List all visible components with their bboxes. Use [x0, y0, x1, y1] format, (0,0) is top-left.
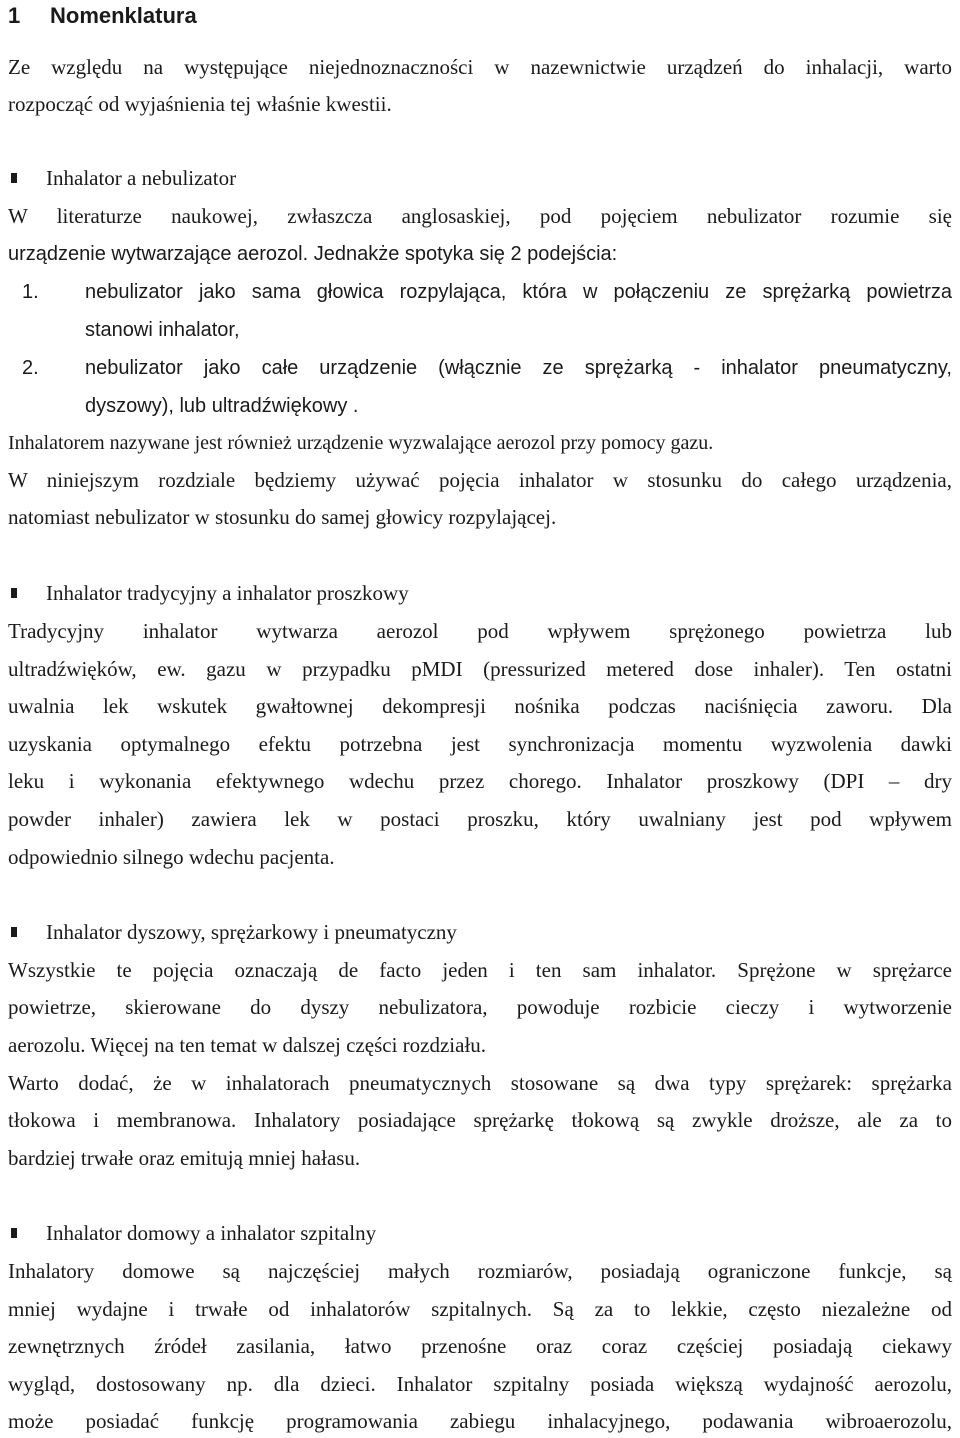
intro-line-2: rozpocząć od wyjaśnienia tej właśnie kwestii. — [8, 92, 392, 116]
paragraph-line: odpowiednio silnego wdechu pacjenta. — [8, 845, 335, 869]
paragraph-line: ultradźwięków, ew. gazu w przypadku pMDI (pressurized metered dose inhaler). Ten ostatni — [8, 657, 952, 681]
paragraph-line: natomiast nebulizator w stosunku do samej głowicy rozpylającej. — [8, 505, 557, 529]
bullet-heading-text: Inhalator domowy a inhalator szpitalny — [46, 1221, 377, 1245]
item-text-line: stanowi inhalator, — [85, 319, 240, 341]
paragraph-line: W niniejszym rozdziale będziemy używać pojęcia inhalator w stosunku do całego urządzenia, — [8, 468, 952, 492]
item-text-line: nebulizator jako całe urządzenie (włącznie ze sprężarką - inhalator pneumatyczny, — [85, 357, 952, 379]
paragraph-line: tłokowa i membranowa. Inhalatory posiadające sprężarkę tłokową są zwykle droższe, ale za to — [8, 1108, 952, 1132]
paragraph-line: powder inhaler) zawiera lek w postaci proszku, który uwalniany jest pod wpływem — [8, 807, 952, 831]
section-title: Nomenklatura — [50, 3, 197, 28]
paragraph-line: Tradycyjny inhalator wytwarza aerozol pod wpływem sprężonego powietrza lub — [8, 619, 952, 643]
bullet-heading-text: Inhalator a nebulizator — [46, 166, 237, 190]
intro-line-1: Ze względu na występujące niejednoznaczności w nazewnictwie urządzeń do inhalacji, warto — [8, 55, 952, 79]
square-bullet-icon — [11, 927, 17, 937]
paragraph-line: zewnętrznych źródeł zasilania, łatwo przenośne oraz coraz częściej posiadają ciekawy — [8, 1334, 952, 1358]
paragraph-line: powietrze, skierowane do dyszy nebulizatora, powoduje rozbicie cieczy i wytworzenie — [8, 995, 952, 1019]
paragraph-line: może posiadać funkcję programowania zabiegu inhalacyjnego, podawania wibroaerozolu, — [8, 1409, 952, 1433]
item-number: 2. — [22, 357, 39, 379]
paragraph-line: W literaturze naukowej, zwłaszcza anglosaskiej, pod pojęciem nebulizator rozumie się — [8, 204, 952, 228]
square-bullet-icon — [11, 173, 17, 183]
paragraph-line: uwalnia lek wskutek gwałtownej dekompresji nośnika podczas naciśnięcia zaworu. Dla — [8, 694, 952, 718]
paragraph-line: mniej wydajne i trwałe od inhalatorów szpitalnych. Są za to lekkie, często niezależne od — [8, 1297, 952, 1321]
section-number: 1 — [8, 3, 21, 28]
section-heading — [8, 2, 197, 30]
item-text-line: nebulizator jako sama głowica rozpylająca, która w połączeniu ze sprężarką powietrza — [85, 281, 952, 303]
paragraph-line: urządzenie wytwarzające aerozol. Jednakże spotyka się 2 podejścia: — [8, 243, 618, 265]
paragraph-line: Inhalatorem nazywane jest również urządzenie wyzwalające aerozol przy pomocy gazu. — [8, 432, 714, 454]
paragraph-line: wygląd, dostosowany np. dla dzieci. Inhalator szpitalny posiada większą wydajność aerozolu, — [8, 1372, 952, 1396]
paragraph-line: Wszystkie te pojęcia oznaczają de facto jeden i ten sam inhalator. Sprężone w sprężarce — [8, 958, 952, 982]
paragraph-line: leku i wykonania efektywnego wdechu przez chorego. Inhalator proszkowy (DPI – dry — [8, 769, 952, 793]
bullet-heading-text: Inhalator dyszowy, sprężarkowy i pneumatyczny — [46, 920, 457, 944]
paragraph-line: aerozolu. Więcej na ten temat w dalszej części rozdziału. — [8, 1033, 487, 1057]
paragraph-line: bardziej trwałe oraz emitują mniej hałasu. — [8, 1146, 361, 1170]
square-bullet-icon — [11, 588, 17, 598]
square-bullet-icon — [11, 1228, 17, 1238]
bullet-heading-text: Inhalator tradycyjny a inhalator proszkowy — [46, 581, 409, 605]
item-number: 1. — [22, 281, 39, 303]
item-text-line: dyszowy), lub ultradźwiękowy . — [85, 395, 359, 417]
paragraph-line: Warto dodać, że w inhalatorach pneumatycznych stosowane są dwa typy sprężarek: sprężarka — [8, 1071, 952, 1095]
paragraph-line: uzyskania optymalnego efektu potrzebna jest synchronizacja momentu wyzwolenia dawki — [8, 732, 952, 756]
paragraph-line: Inhalatory domowe są najczęściej małych rozmiarów, posiadają ograniczone funkcje, są — [8, 1259, 952, 1283]
